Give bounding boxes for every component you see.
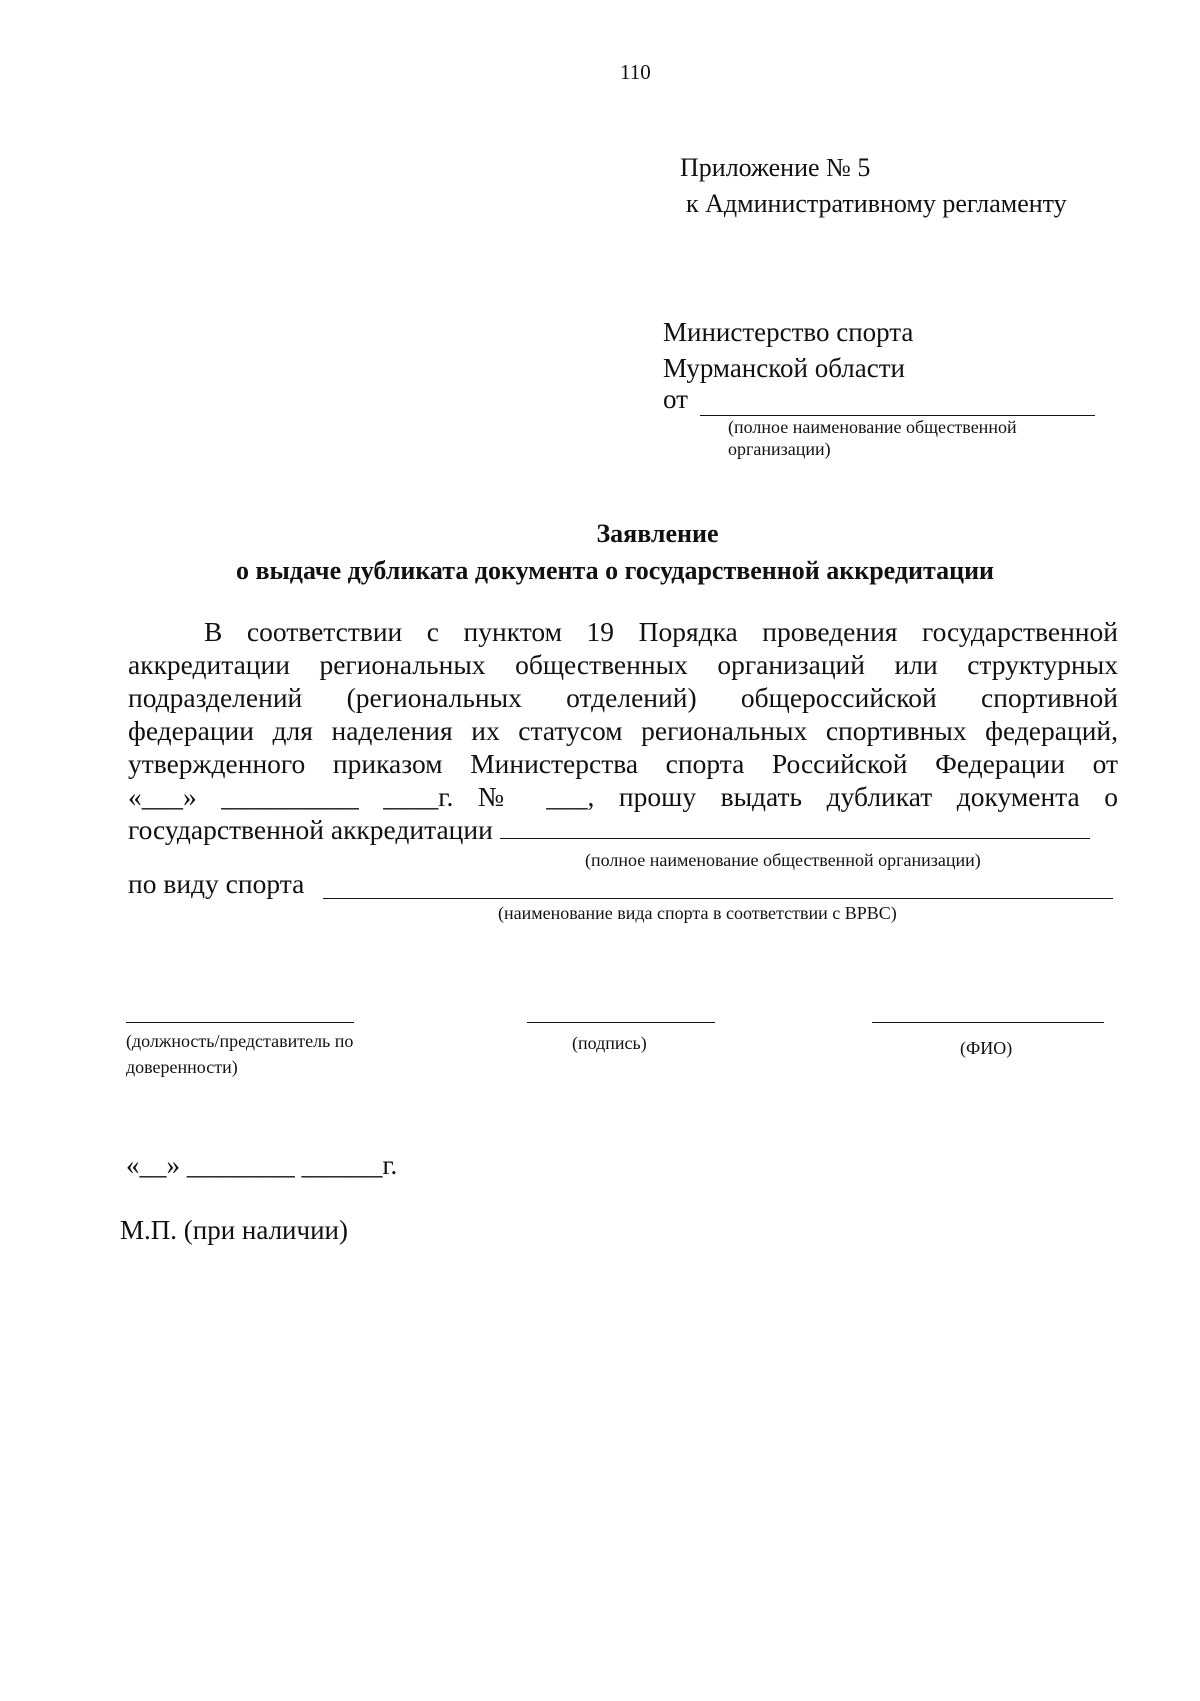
- stamp-note: М.П. (при наличии): [120, 1215, 348, 1245]
- position-hint: (должность/представитель по доверенности): [126, 1031, 354, 1077]
- title-subject: о выдаче дубликата документа о государственной аккредитации: [235, 556, 995, 585]
- body-line: федерации для наделения их статусом региональных спортивных федераций,: [128, 715, 1118, 746]
- annex-reference: к Административному регламенту: [686, 189, 1067, 218]
- page-number: 110: [620, 60, 651, 84]
- from-hint: (полное наименование общественной организации): [728, 417, 1017, 459]
- addressee-region: Мурманской области: [663, 353, 905, 383]
- body-line: государственной аккредитации: [128, 813, 1118, 846]
- sport-hint: (наименование вида спорта в соответствии с ВРВС): [498, 903, 897, 923]
- addressee-block: [663, 314, 913, 386]
- annex-header: [680, 150, 1067, 222]
- signature-hint: (подпись): [572, 1033, 647, 1053]
- org-input-line[interactable]: [500, 838, 1090, 839]
- name-input-line[interactable]: [872, 1022, 1104, 1023]
- application-body: [128, 615, 1118, 846]
- sport-label: по виду спорта: [128, 868, 305, 899]
- signature-input-line[interactable]: [527, 1022, 715, 1023]
- body-line: «___» __________ ____г. № ___, прошу выдать дубликат документа о: [128, 781, 1118, 812]
- body-line: аккредитации региональных общественных организаций или структурных: [128, 649, 1118, 680]
- position-input-line[interactable]: [126, 1022, 354, 1023]
- document-title: [0, 515, 1200, 589]
- annex-number: Приложение № 5: [680, 153, 871, 182]
- addressee-ministry: Министерство спорта: [663, 317, 914, 347]
- title-main: Заявление: [596, 519, 719, 548]
- from-label: от: [663, 384, 688, 414]
- sport-input-line[interactable]: [323, 898, 1113, 899]
- name-hint: (ФИО): [960, 1038, 1013, 1058]
- body-line: В соответствии с пунктом 19 Порядка проведения государственной: [204, 616, 1118, 647]
- body-line: подразделений (региональных отделений) общероссийской спортивной: [128, 682, 1118, 713]
- body-line: утвержденного приказом Министерства спорта Российской Федерации от: [128, 748, 1118, 779]
- date-line: «__» ________ ______г.: [126, 1150, 398, 1180]
- org-hint: (полное наименование общественной организации): [585, 850, 981, 870]
